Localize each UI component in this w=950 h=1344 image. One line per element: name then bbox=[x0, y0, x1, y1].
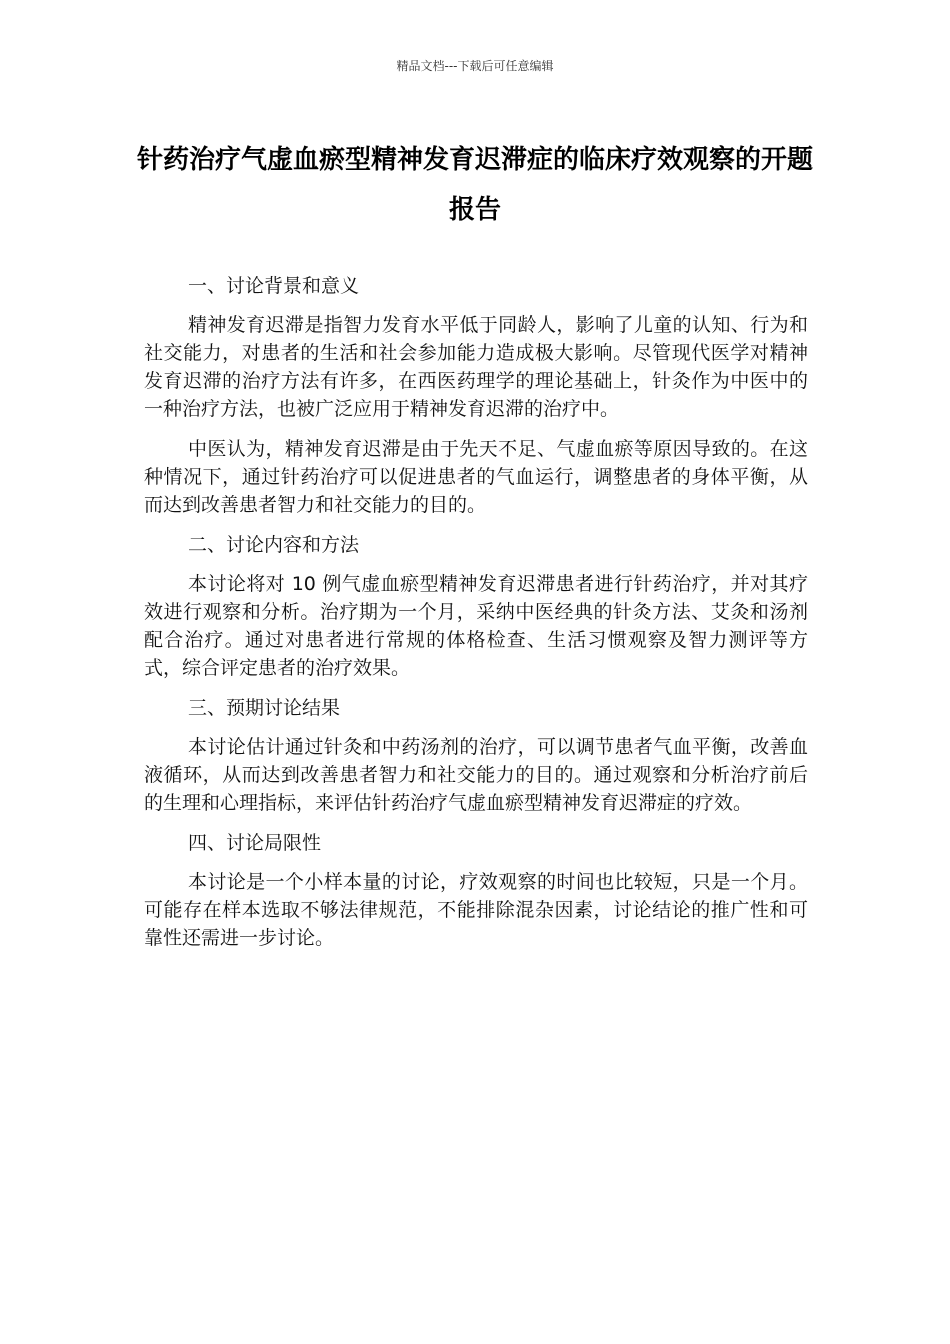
section-heading: 三、预期讨论结果 bbox=[188, 697, 341, 719]
paragraph: 本讨论将对 10 例气虚血瘀型精神发育迟滞患者进行针药治疗，并对其疗效进行观察和分析。治疗期为一个月，采纳中医经典的针灸方法、艾灸和汤剂配合治疗。通过对患者进行常规的体格检查、生活习惯观察及智力测评等方式，综合评定患者的治疗效果。 bbox=[144, 573, 808, 679]
section-background bbox=[144, 272, 808, 519]
section-heading: 一、讨论背景和意义 bbox=[188, 275, 360, 297]
section-heading: 四、讨论局限性 bbox=[188, 832, 322, 854]
section-content-methods bbox=[144, 531, 808, 682]
header-note: 精品文档---下载后可任意编辑 bbox=[396, 59, 554, 73]
document-title: 针药治疗气虚血瘀型精神发育迟滞症的临床疗效观察的开题报告 bbox=[136, 145, 813, 225]
section-expected-results bbox=[144, 694, 808, 817]
section-heading: 二、讨论内容和方法 bbox=[188, 534, 360, 556]
paragraph: 中医认为，精神发育迟滞是由于先天不足、气虚血瘀等原因导致的。在这种情况下，通过针药治疗可以促进患者的气血运行，调整患者的身体平衡，从而达到改善患者智力和社交能力的目的。 bbox=[144, 438, 808, 516]
paragraph: 本讨论是一个小样本量的讨论，疗效观察的时间也比较短，只是一个月。可能存在样本选取不够法律规范，不能排除混杂因素，讨论结论的推广性和可靠性还需进一步讨论。 bbox=[144, 871, 808, 949]
document-body bbox=[144, 272, 808, 964]
paragraph: 精神发育迟滞是指智力发育水平低于同龄人，影响了儿童的认知、行为和社交能力，对患者的生活和社会参加能力造成极大影响。尽管现代医学对精神发育迟滞的治疗方法有许多，在西医药理学的理论基础上，针灸作为中医中的一种治疗方法，也被广泛应用于精神发育迟滞的治疗中。 bbox=[144, 314, 808, 420]
section-limitations bbox=[144, 829, 808, 952]
paragraph: 本讨论估计通过针灸和中药汤剂的治疗，可以调节患者气血平衡，改善血液循环，从而达到改善患者智力和社交能力的目的。通过观察和分析治疗前后的生理和心理指标，来评估针药治疗气虚血瘀型精神发育迟滞症的疗效。 bbox=[144, 736, 808, 814]
